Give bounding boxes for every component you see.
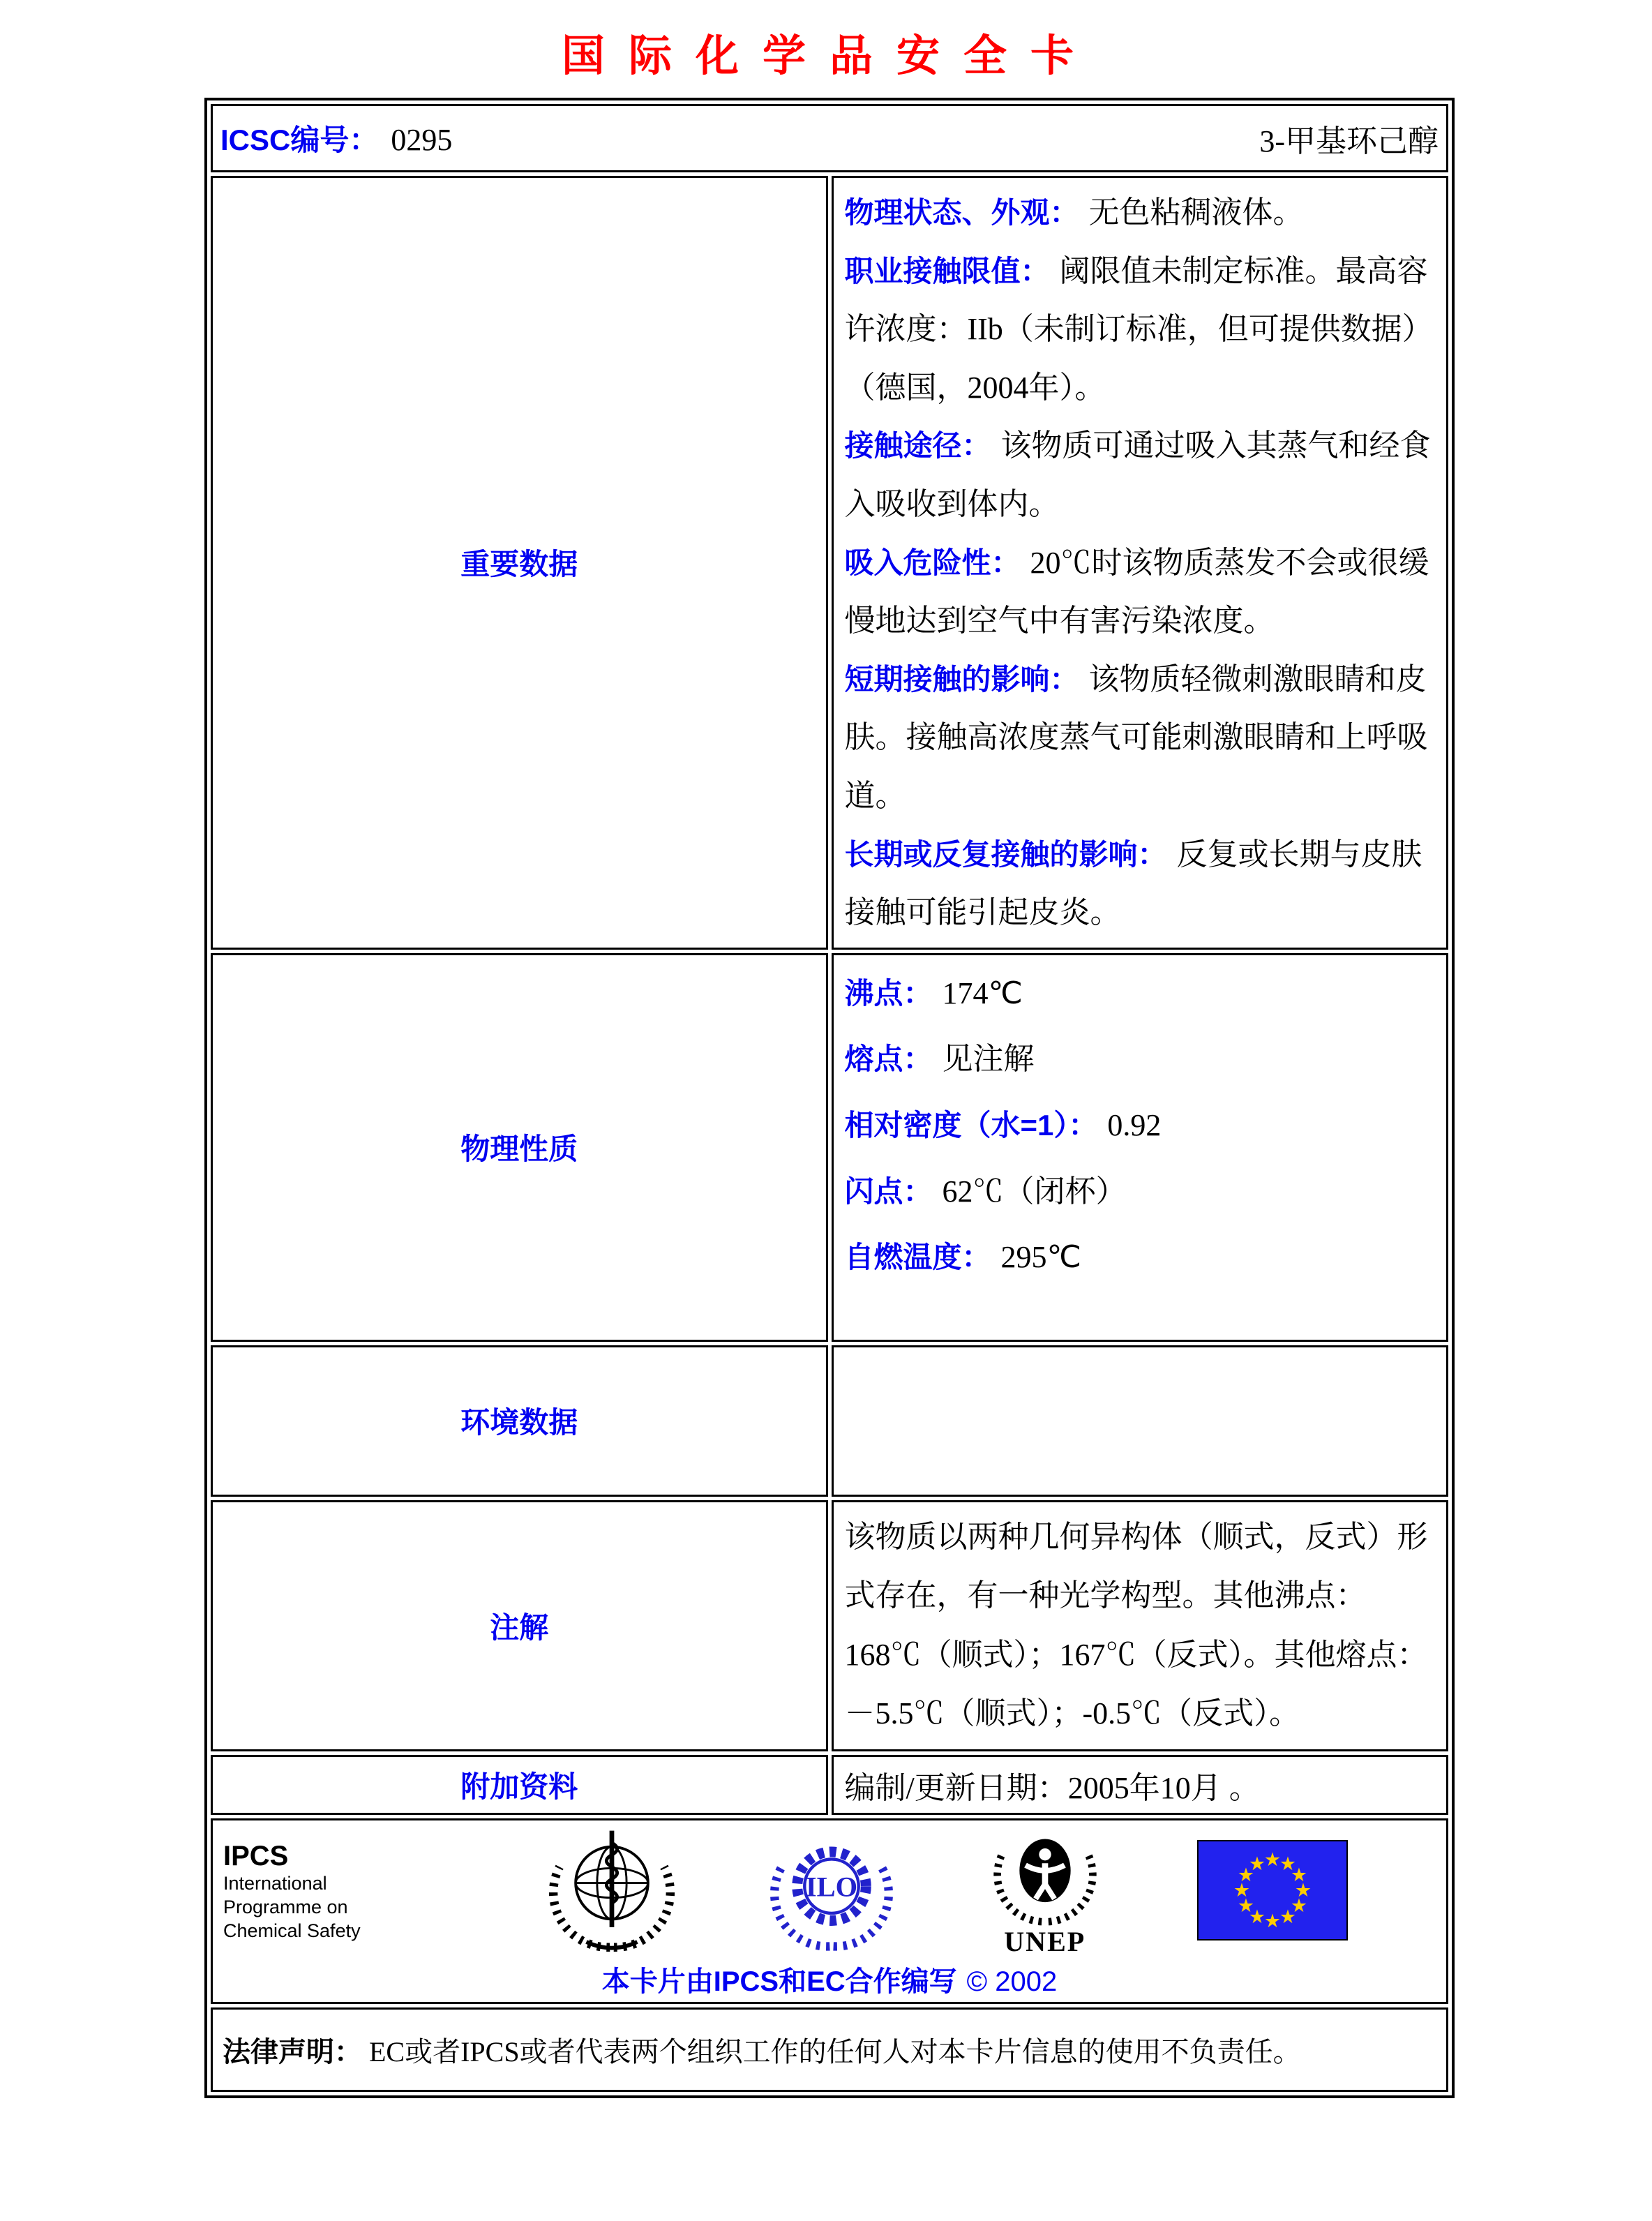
eu-star-icon: ★ (1248, 1906, 1266, 1929)
field-value: 阈限值未制定标准。最高容许浓度：IIb（未制订标准，但可提供数据）（德国，2004年）。 (844, 253, 1433, 405)
legal-notice-row (211, 2007, 1448, 2092)
section-label-physical-properties: 物理性质 (211, 953, 828, 1342)
legal-notice-label: 法律声明： (223, 2036, 362, 2067)
field-label: 自燃温度： (844, 1241, 991, 1274)
eu-star-icon: ★ (1290, 1864, 1308, 1887)
eu-star-icon: ★ (1233, 1880, 1251, 1902)
important-data-row (211, 176, 1448, 950)
field-value: 见注解 (942, 1042, 1035, 1077)
field-relative-density (845, 1093, 1436, 1159)
environmental-data-row (211, 1345, 1448, 1497)
legal-notice-cell (211, 2007, 1448, 2092)
eu-star-icon: ★ (1237, 1864, 1255, 1887)
field-label: 闪点： (844, 1174, 933, 1208)
who-emblem-icon (545, 1825, 679, 1959)
header-inner (213, 116, 1446, 160)
page-title: 国际化学品安全卡 (561, 32, 1097, 80)
physical-properties-content (832, 953, 1449, 1342)
section-label-important-data: 重要数据 (211, 176, 828, 950)
field-value: 174℃ (942, 975, 1023, 1010)
section-label-additional-info: 附加资料 (211, 1755, 828, 1815)
ipcs-text-block (223, 1841, 453, 1943)
field-physical-state (845, 184, 1436, 242)
eu-star-icon: ★ (1263, 1910, 1282, 1933)
field-routes-of-exposure (845, 417, 1436, 533)
notes-row (211, 1500, 1448, 1751)
field-value: 0.92 (1107, 1107, 1162, 1142)
field-occupational-exposure-limits (845, 242, 1436, 417)
unep-block (984, 1826, 1106, 1958)
additional-info-content: 编制/更新日期：2005年10月 。 (832, 1755, 1449, 1815)
eu-star-icon: ★ (1279, 1906, 1297, 1929)
field-label: 长期或反复接触的影响： (844, 837, 1167, 871)
field-label: 接触途径： (844, 429, 991, 463)
ipcs-subtitle-line: Chemical Safety (223, 1920, 361, 1941)
ilo-label: ILO (805, 1870, 857, 1902)
ipcs-subtitle-line: International (223, 1873, 327, 1894)
physical-properties-row (211, 953, 1448, 1342)
field-label: 短期接触的影响： (844, 662, 1079, 696)
logos-strip (213, 1821, 1446, 1959)
unep-emblem-icon (988, 1826, 1102, 1927)
eu-flag-wrap (1197, 1840, 1348, 1944)
additional-info-row (211, 1755, 1448, 1815)
notes-content (832, 1500, 1449, 1751)
field-label: 熔点： (844, 1042, 933, 1076)
eu-star-icon: ★ (1290, 1895, 1308, 1917)
field-flash-point (845, 1159, 1436, 1225)
field-inhalation-risk (845, 534, 1436, 650)
header-cell (211, 104, 1448, 172)
field-label: 职业接触限值： (844, 254, 1050, 287)
logos-cell (211, 1818, 1448, 2004)
copyright-year: © 2002 (966, 1966, 1058, 1997)
eu-flag-icon (1197, 1840, 1348, 1940)
section-label-environmental-data: 环境数据 (211, 1345, 828, 1497)
legal-notice-text: EC或者IPCS或者代表两个组织工作的任何人对本卡片信息的使用不负责任。 (369, 2035, 1301, 2067)
environmental-data-content (832, 1345, 1449, 1497)
field-long-term-effects (845, 825, 1436, 942)
eu-star-icon: ★ (1237, 1895, 1255, 1917)
field-boiling-point (845, 961, 1436, 1027)
field-value: 20℃时该物质蒸发不会或很缓慢地达到空气中有害污染浓度。 (844, 545, 1429, 638)
unep-label: UNEP (1004, 1926, 1086, 1958)
field-value: 该物质可通过吸入其蒸气和经食入吸收到体内。 (844, 428, 1431, 521)
ipcs-subtitle-line: Programme on (223, 1897, 348, 1918)
important-data-content (832, 176, 1449, 950)
field-label: 吸入危险性： (844, 546, 1021, 579)
logos-row (211, 1818, 1448, 2004)
icsc-number-label: ICSC编号： (220, 124, 379, 156)
icsc-card-table (204, 98, 1455, 2098)
section-label-notes: 注解 (211, 1500, 828, 1751)
field-value: 该物质轻微刺激眼睛和皮肤。接触高浓度蒸气可能刺激眼睛和上呼吸道。 (844, 661, 1428, 813)
copyright-text: 本卡片由IPCS和EC合作编写 (601, 1966, 957, 1997)
header-row (211, 104, 1448, 172)
field-value: 62℃（闭杯） (942, 1174, 1127, 1209)
field-value: 无色粘稠液体。 (1088, 195, 1304, 230)
eu-star-icon: ★ (1248, 1853, 1266, 1876)
field-value: 反复或长期与皮肤接触可能引起皮炎。 (844, 837, 1422, 930)
ilo-emblem-icon (770, 1831, 893, 1954)
eu-star-icon: ★ (1294, 1880, 1312, 1902)
field-label: 物理状态、外观： (844, 196, 1079, 229)
field-label: 沸点： (844, 976, 933, 1010)
field-melting-point (845, 1026, 1436, 1093)
icsc-number-group (220, 117, 452, 159)
icsc-number-value: 0295 (391, 123, 453, 157)
field-value: 295℃ (1000, 1240, 1081, 1275)
chemical-name: 3-甲基环己醇 (1259, 124, 1439, 158)
field-autoignition-temperature (845, 1225, 1436, 1291)
eu-star-icon: ★ (1263, 1849, 1282, 1871)
eu-star-icon: ★ (1279, 1853, 1297, 1876)
copyright-line (213, 1959, 1446, 1999)
ipcs-title: IPCS (223, 1841, 289, 1872)
field-label: 相对密度（水=1）： (844, 1108, 1098, 1142)
notes-text: 该物质以两种几何异构体（顺式，反式）形式存在，有一种光学构型。其他沸点：168℃（顺式）；167℃（反式）。其他熔点：－5.5℃（顺式）；-0.5℃（反式）。 (844, 1519, 1428, 1731)
field-short-term-effects (845, 650, 1436, 825)
